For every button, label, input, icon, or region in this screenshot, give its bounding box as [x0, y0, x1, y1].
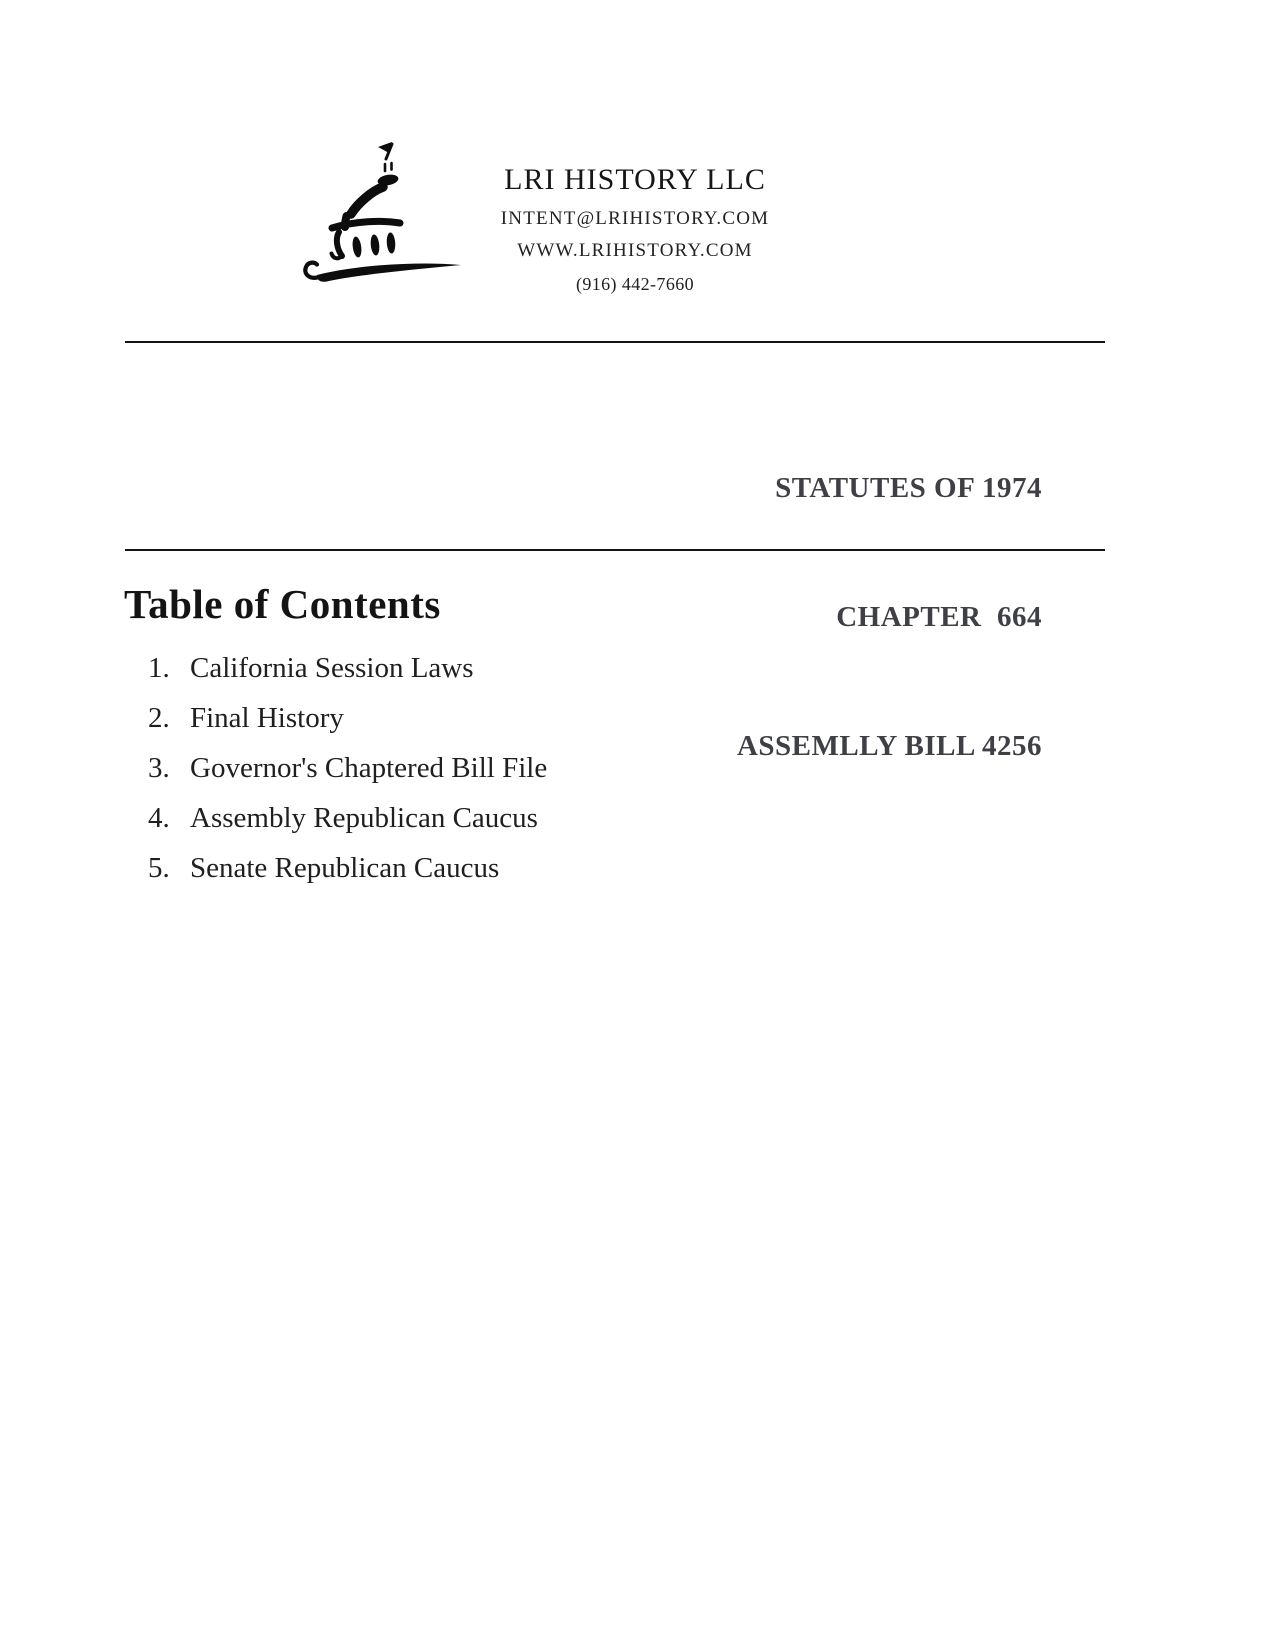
- company-email: INTENT@LRIHISTORY.COM: [500, 208, 770, 229]
- toc-item: [148, 653, 848, 683]
- company-website: WWW.LRIHISTORY.COM: [517, 240, 753, 261]
- toc-item-number: 1.: [148, 652, 170, 684]
- toc-item: [148, 803, 848, 833]
- toc-item-label: California Session Laws: [190, 652, 474, 684]
- toc-item-number: 4.: [148, 802, 170, 834]
- company-header: [435, 163, 835, 296]
- company-phone: (916) 442-7660: [575, 274, 695, 294]
- horizontal-rule-top: [125, 341, 1105, 343]
- toc-item-label: Final History: [190, 702, 344, 734]
- toc-item-number: 5.: [148, 852, 170, 884]
- toc-item-label: Senate Republican Caucus: [190, 852, 500, 884]
- toc-item-label: Assembly Republican Caucus: [190, 802, 538, 834]
- bill-line: ASSEMLLY BILL 4256: [736, 730, 1042, 762]
- toc-item-number: 2.: [148, 702, 170, 734]
- toc-item-number: 3.: [148, 752, 170, 784]
- toc-item: [148, 703, 848, 733]
- statutes-line: STATUTES OF 1974: [775, 472, 1042, 504]
- company-name: LRI HISTORY LLC: [504, 163, 766, 196]
- toc-title: Table of Contents: [124, 581, 441, 627]
- toc-list: [148, 653, 848, 903]
- toc-item-label: Governor's Chaptered Bill File: [190, 752, 548, 784]
- toc-item: [148, 753, 848, 783]
- chapter-line: CHAPTER 664: [836, 601, 1042, 633]
- toc-item: [148, 853, 848, 883]
